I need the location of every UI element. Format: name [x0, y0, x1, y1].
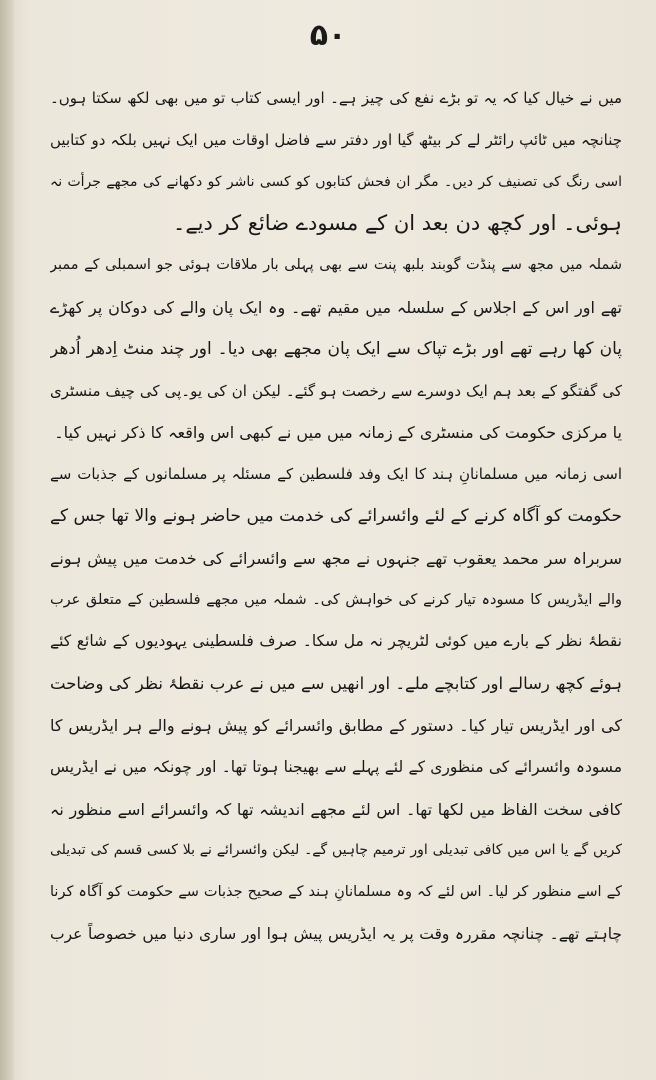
- text-line: چنانچہ میں ٹائپ رائٹر لے کر بیٹھ گیا اور دفتر سے فاضل اوقات میں ایک نہیں بلکہ دو کتابیں: [50, 130, 622, 149]
- text-line: ہوئے کچھ رسالے اور کتابچے ملے۔ اور انھیں سے میں نے عرب نقطۂ نظر کی وضاحت: [50, 674, 622, 694]
- text-line: چاہتے تھے۔ چنانچہ مقررہ وقت پر یہ ایڈریس پیش ہوا اور ساری دنیا میں خصوصاً عرب: [50, 924, 622, 943]
- text-line: کریں گے یا اس میں کافی تبدیلی اور ترمیم چاہیں گے۔ لیکن وائسرائے نے بلا کسی قسم کی تبدیلی: [50, 842, 622, 859]
- text-line: کی گفتگو کے بعد ہم ایک دوسرے سے رخصت ہو گئے۔ لیکن ان کی یو۔پی کی چیف منسٹری: [50, 381, 622, 400]
- text-line: اسی رنگ کی تصنیف کر دیں۔ مگر ان فحش کتابوں کو کسی ناشر کو دکھانے کی مجھے جرأت نہ: [50, 173, 622, 190]
- text-line: ہوئی۔ اور کچھ دن بعد ان کے مسودے ضائع کر دیے۔: [173, 211, 622, 236]
- text-line: پان کھا رہے تھے اور بڑے تپاک سے ایک پان مجھے بھی دیا۔ اور چند منٹ اِدھر اُدھر: [50, 338, 622, 359]
- text-line: حکومت کو آگاہ کرنے کے لئے وائسرائے کی خدمت میں حاضر ہونے والا تھا جس کے: [50, 505, 622, 526]
- text-line: کافی سخت الفاظ میں لکھا تھا۔ اس لئے مجھے اندیشہ تھا کہ وائسرائے اسے منظور نہ: [50, 799, 622, 819]
- text-line: کی اور ایڈریس تیار کیا۔ دستور کے مطابق وائسرائے کو پیش ہونے والے ہر ایڈریس کا: [50, 715, 622, 735]
- text-line: سربراہ سر محمد یعقوب تھے جنہوں نے مجھ سے وائسرائے کی خدمت میں پیش ہونے: [50, 548, 622, 568]
- text-line: مسودہ وائسرائے کی منظوری کے لئے پہلے سے بھیجنا ہوتا تھا۔ اور چونکہ میں نے ایڈریس: [50, 757, 622, 776]
- text-line: نقطۂ نظر کے بارے میں کوئی لٹریچر نہ مل سکا۔ صرف فلسطینی یہودیوں کے شائع کئے: [50, 632, 622, 651]
- text-line: کے اسے منظور کر لیا۔ اس لئے کہ وہ مسلمانانِ ہند کے صحیح جذبات سے حکومت کو آگاہ کرنا: [50, 884, 622, 901]
- text-line: یا مرکزی حکومت کی منسٹری کے زمانہ میں میں نے کبھی اس واقعہ کا ذکر نہیں کیا۔: [54, 423, 622, 443]
- text-line: اسی زمانہ میں مسلمانانِ ہند کا ایک وفد فلسطین کے مسئلہ پر مسلمانوں کے جذبات سے: [50, 465, 622, 484]
- text-line: میں نے خیال کیا کہ یہ تو بڑے نفع کی چیز ہے۔ اور ایسی کتاب تو میں بھی لکھ سکتا ہوں۔: [50, 89, 622, 107]
- text-line: تھے اور اس کے اجلاس کے سلسلہ میں مقیم تھے۔ وہ ایک پان والے کی دوکان پر کھڑے: [50, 297, 622, 317]
- text-line: شملہ میں مجھ سے پنڈت گوبند بلبھ پنت سے بھی پہلی بار ملاقات ہوئی جو اسمبلی کے ممبر: [50, 257, 622, 274]
- page-number: ۵۰: [309, 18, 347, 53]
- page-binding-edge: [0, 0, 14, 1080]
- page-body-text: [50, 78, 622, 956]
- text-line: والے ایڈریس کا مسودہ تیار کرنے کی خواہش کی۔ شملہ میں مجھے فلسطین کے متعلق عرب: [50, 591, 622, 608]
